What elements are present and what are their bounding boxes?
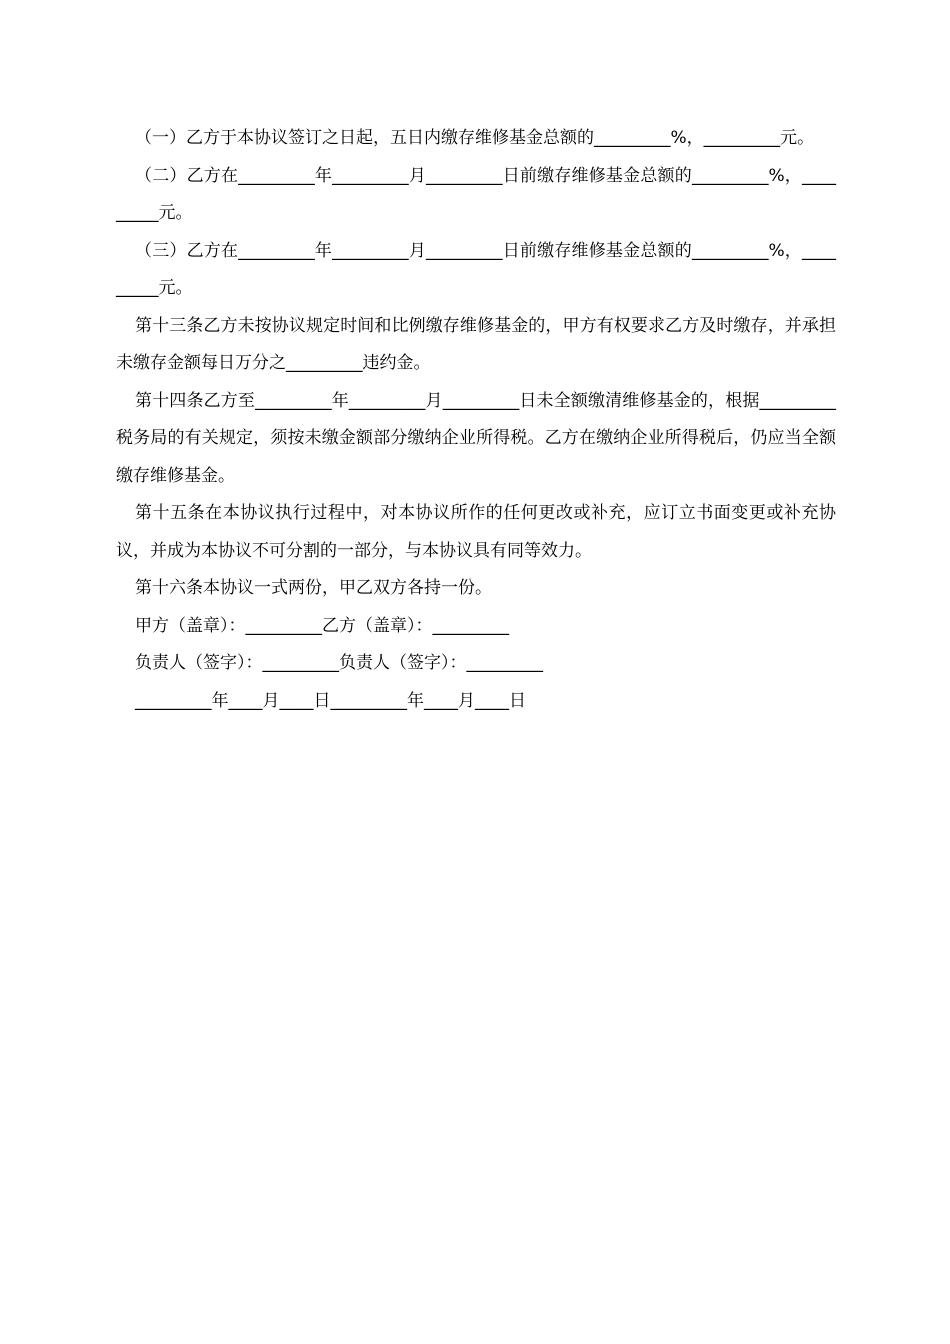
seal-line: 甲方（盖章）：_________乙方（盖章）：_________ [135,615,509,636]
article-16: 第十六条本协议一式两份，甲乙双方各持一份。 [135,578,492,598]
clause-deposit-item-1: （一）乙方于本协议签订之日起，五日内缴存维修基金总额的_________%，_________元。 [135,128,815,148]
document-body [116,120,836,720]
signature-line: 负责人（签字）：_________负责人（签字）：_________ [135,653,543,673]
clause-deposit-item-2: （二）乙方在_________年_________月_________日前缴存维修基金总额的_________%，_________元。 [116,165,836,223]
clause-deposit-item-3: （三）乙方在_________年_________月_________日前缴存维修基金总额的_________%，_________元。 [116,240,836,298]
article-14: 第十四条乙方至_________年_________月_________日未全额缴清维修基金的，根据_________税务局的有关规定，须按未缴金额部分缴纳企业所得税。乙方在缴纳企业所得税后，仍应当全额缴存维修基金。 [116,390,836,486]
article-15: 第十五条在本协议执行过程中，对本协议所作的任何更改或补充，应订立书面变更或补充协议，并成为本协议不可分割的一部分，与本协议具有同等效力。 [116,503,836,561]
article-13: 第十三条乙方未按协议规定时间和比例缴存维修基金的，甲方有权要求乙方及时缴存，并承担未缴存金额每日万分之_________违约金。 [116,315,836,373]
date-line: _________年____月____日_________年____月____日 [135,690,526,711]
